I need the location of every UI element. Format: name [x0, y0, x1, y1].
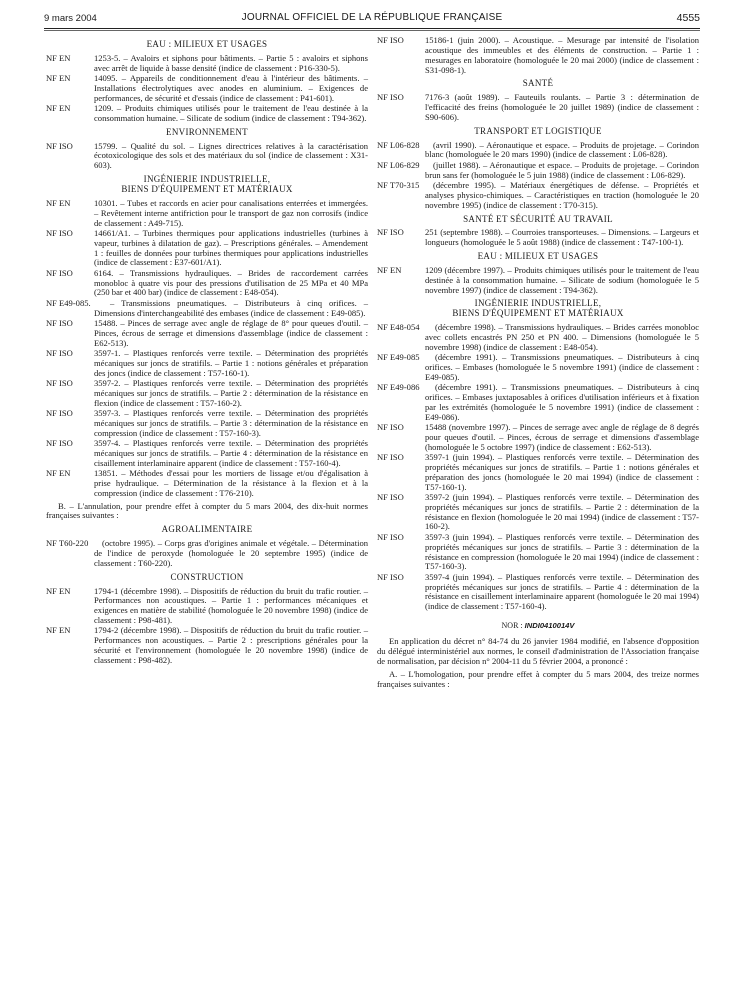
- norm-entry: [377, 266, 699, 296]
- norm-text: – Transmissions pneumatiques. – Distributeurs à cinq orifices. – Dimensions d'interchangeabilité des embases (indice de classement : E49-085).: [94, 297, 368, 318]
- norm-entry: [377, 161, 699, 181]
- norm-entry: [377, 36, 699, 75]
- norm-entry: [46, 319, 368, 349]
- norm-entry: [377, 353, 699, 383]
- norm-ref: NF ISO: [46, 347, 73, 358]
- norm-entry: [377, 533, 699, 572]
- norm-text: 14661/A1. – Turbines thermiques pour applications industrielles (turbines à vapeur, turbines à dilatation de gaz). – Prescriptions générales. – Amendement 1 : feuilles de données pour turbines thermiques pour applications industrielles (indice de classement : E37-601/A1).: [94, 227, 368, 268]
- norm-entry: [377, 383, 699, 422]
- norm-ref: NF ISO: [377, 491, 404, 502]
- norm-entry: [377, 573, 699, 612]
- norm-text: 15488 (novembre 1997). – Pinces de serrage avec angle de réglage de 8 degrés pour queues d'outil. – Pinces, écrous de serrage et dimensions d'assemblage (homologuée le 5 octobre 1997) (indice de classement : E62-513).: [425, 422, 699, 452]
- norm-text: 15488. – Pinces de serrage avec angle de réglage de 8° pour queues d'outil. – Pinces, écrous de serrage et dimensions d'assemblage (indice de classement : E62-513).: [94, 317, 368, 348]
- norm-text: 3597-4 (juin 1994). – Plastiques renforcés verre textile. – Détermination des propriétés mécaniques sur joncs de stratifils. – Partie 4 : détermination de la résistance en cisaillement interlaminaire apparent (homologuée le 20 mai 1994) (indice de classement : T57-160-4).: [425, 571, 699, 612]
- norm-ref: NF EN: [46, 103, 71, 114]
- norm-entry: [377, 453, 699, 492]
- nor-code: INDI0410014V: [524, 621, 575, 631]
- norm-text: 3597-1. – Plastiques renforcés verre textile. – Détermination des propriétés mécaniques sur joncs de stratifils. – Partie 1 : notions générales et préparation des joncs (indice de classement : T57-160-1).: [94, 347, 368, 378]
- journal-title: JOURNAL OFFICIEL DE LA RÉPUBLIQUE FRANÇAISE: [241, 12, 503, 23]
- norm-ref: NF E48-054: [377, 322, 420, 333]
- annulation-paragraph: B. – L'annulation, pour prendre effet à compter du 5 mars 2004, des dix-huit normes françaises suivantes :: [46, 500, 368, 521]
- norm-entry: [46, 439, 368, 469]
- norm-text: 15799. – Qualité du sol. – Lignes directrices relatives à la caractérisation écotoxicologique des sols et des matériaux du sol (indice de classement : X31-603).: [94, 140, 368, 171]
- section-heading-line: BIENS D'ÉQUIPEMENT ET MATÉRIAUX: [121, 183, 293, 194]
- norm-text: 7176-3 (août 1989). – Fauteuils roulants. – Partie 3 : détermination de l'efficacité des freins (homologuée le 20 juillet 1989) (indice de classement : S90-606).: [425, 92, 699, 122]
- norm-ref: NF ISO: [377, 227, 404, 238]
- section-heading: EAU : MILIEUX ET USAGES: [146, 39, 268, 49]
- norm-ref: NF EN: [46, 585, 71, 596]
- norm-entry: [46, 142, 368, 172]
- norm-text: 14095. – Appareils de conditionnement d'eau à l'intérieur des bâtiments. – Installations électrolytiques avec anodes en aluminium. – Exigences de performances, de sécurité et d'essais (indice de classement : P41-601).: [94, 73, 368, 103]
- section-heading: TRANSPORT ET LOGISTIQUE: [474, 125, 602, 136]
- norm-entry: [46, 54, 368, 74]
- norm-ref: NF ISO: [46, 438, 73, 449]
- nor-reference: [377, 621, 699, 631]
- norm-text: 1794-1 (décembre 1998). – Dispositifs de réduction du bruit du trafic routier. – Performances non acoustiques. – Partie 1 : performances mécaniques et exigences en matière de stabilité (homologuée le 20 novembre 1998) (indice de classement : P98-481).: [94, 585, 368, 626]
- norm-ref: NF ISO: [46, 408, 73, 419]
- page-header: [44, 10, 700, 28]
- norm-text: 3597-2. – Plastiques renforcés verre textile. – Détermination des propriétés mécaniques sur joncs de stratifils. – Partie 2 : détermination de la résistance en flexion (indice de classement : T57-160-2).: [94, 378, 368, 408]
- header-date: 9 mars 2004: [44, 13, 97, 24]
- norm-ref: NF ISO: [46, 317, 73, 328]
- norm-entry: [46, 409, 368, 439]
- norm-text: 6164. – Transmissions hydrauliques. – Brides de raccordement carrées monobloc à quatre vis pour des pressions d'utilisation de 25 MPa et 40 MPa (250 bar et 400 bar) (indice de classement : E48-054).: [94, 267, 368, 298]
- norm-ref: NF EN: [377, 264, 402, 275]
- norm-text: 10301. – Tubes et raccords en acier pour canalisations enterrées et immergées. – Revêtement interne antifriction pour le transport de gaz non corrosifs (indice de classement : A49-715).: [94, 197, 368, 228]
- norm-ref: NF L06-828: [377, 139, 420, 150]
- norm-text: 3597-3. – Plastiques renforcés verre textile. – Détermination des propriétés mécaniques sur joncs de stratifils. – Partie 3 : détermination de la résistance en compression (indice de classement : T57-160-3).: [94, 408, 368, 438]
- section-heading: SANTÉ: [522, 78, 554, 89]
- section-heading: CONSTRUCTION: [170, 571, 244, 582]
- norm-entry: [46, 74, 368, 104]
- page-number: 4555: [676, 12, 700, 24]
- norm-ref: NF T60-220: [46, 538, 89, 549]
- norm-text: (avril 1990). – Aéronautique et espace. – Produits de projetage. – Corindon blanc (homologuée le 20 mars 1990) (indice de classement : L06-828).: [425, 139, 699, 160]
- section-heading: [377, 299, 699, 319]
- norm-text: (octobre 1995). – Corps gras d'origines animale et végétale. – Détermination de l'indice de peroxyde (homologuée le 20 septembre 1995) (indice de classement : T60-220).: [94, 538, 368, 568]
- norm-ref: NF ISO: [377, 92, 404, 103]
- norm-entry: [46, 199, 368, 229]
- norm-entry: [46, 269, 368, 299]
- norm-entry: [46, 587, 368, 626]
- norm-ref: NF ISO: [377, 571, 404, 582]
- norm-entry: [46, 539, 368, 569]
- norm-ref: NF L06-829: [377, 159, 420, 170]
- section-heading: SANTÉ ET SÉCURITÉ AU TRAVAIL: [463, 213, 613, 224]
- norm-text: 3597-4. – Plastiques renforcés verre textile. – Détermination des propriétés mécaniques sur joncs de stratifils. – Partie 4 : détermination de la résistance en cisaillement interlaminaire apparent (indice de classement : T57-160-4).: [94, 438, 368, 468]
- norm-ref: NF EN: [46, 468, 71, 479]
- norm-ref: NF T70-315: [377, 179, 420, 190]
- section-heading-line: BIENS D'ÉQUIPEMENT ET MATÉRIAUX: [452, 308, 624, 319]
- norm-entry: [377, 141, 699, 161]
- norm-ref: NF EN: [46, 625, 71, 636]
- norm-text: 3597-1 (juin 1994). – Plastiques renforcés verre textile. – Détermination des propriétés mécaniques sur joncs de stratifils. – Partie 1 : notions générales et préparation des joncs (homologuée le 20 mai 1994) (indice de classement : T57-160-1).: [425, 452, 699, 492]
- norm-text: (décembre 1991). – Transmissions pneumatiques. – Distributeurs à cinq orifices. – Embases (homologuée le 5 novembre 1991) (indice de classement : E49-085).: [425, 352, 699, 382]
- norm-text: 1209 (décembre 1997). – Produits chimiques utilisés pour le traitement de l'eau destinée à la consommation humaine. – Silicate de sodium (homologuée le 5 novembre 1997) (indice de classement : T94-362).: [425, 264, 699, 295]
- norm-text: 251 (septembre 1988). – Courroies transporteuses. – Dimensions. – Largeurs et longueurs (homologuée le 5 août 1988) (indice de classement : T47-100-1).: [425, 227, 699, 248]
- norm-text: 13851. – Méthodes d'essai pour les mortiers de lissage et/ou d'égalisation à prise hydraulique. – Détermination de la résistance à la flexion et à la compression (indice de classement : T76-210).: [94, 468, 368, 498]
- norm-entry: [46, 299, 368, 319]
- header-rule-secondary: [44, 30, 700, 31]
- norm-entry: [377, 228, 699, 248]
- norm-entry: [46, 626, 368, 665]
- norm-ref: NF ISO: [46, 140, 73, 151]
- section-heading-line: INGÉNIERIE INDUSTRIELLE,: [143, 174, 271, 185]
- section-heading-line: INGÉNIERIE INDUSTRIELLE,: [474, 298, 602, 309]
- norm-ref: NF ISO: [46, 227, 73, 238]
- left-column: [46, 36, 368, 666]
- norm-ref: NF ISO: [377, 452, 404, 463]
- nor-label: NOR :: [501, 621, 523, 631]
- section-heading: [46, 175, 368, 195]
- norm-entry: [377, 493, 699, 532]
- norm-ref: NF ISO: [46, 267, 73, 278]
- norm-ref: NF ISO: [377, 35, 404, 45]
- right-column: [377, 36, 699, 694]
- norm-entry: [377, 323, 699, 353]
- norm-text: 1794-2 (décembre 1998). – Dispositifs de réduction du bruit du trafic routier. – Performances non acoustiques. – Partie 2 : prescriptions générales pour la sécurité et l'environnement (homologuée le 20 novembre 1998) (indice de classement : P98-482).: [94, 625, 368, 665]
- norm-ref: NF E49-085.: [46, 297, 91, 308]
- norm-text: 15186-1 (juin 2000). – Acoustique. – Mesurage par intensité de l'isolation acoustique des immeubles et des éléments de construction. – Partie 1 : mesurages en laboratoire (homologuée le 20 mai 2000) (indice de classement : S31-098-1).: [425, 35, 699, 75]
- decision-paragraph: En application du décret n° 84-74 du 26 janvier 1984 modifié, en l'absence d'opposition du délégué interministériel aux normes, le conseil d'administration de l'Association française de normalisation, par décision n° 2004-11 du 5 février 2004, a prononcé :: [377, 635, 699, 666]
- norm-ref: NF EN: [46, 52, 71, 63]
- norm-text: (décembre 1995). – Matériaux énergétiques de défense. – Propriétés et analyses physico-chimiques. – Caractéristiques en traction (homologuée le 20 novembre 1995) (indice de classement : T70-315).: [425, 179, 699, 210]
- norm-text: 1209. – Produits chimiques utilisés pour le traitement de l'eau destinée à la consommation humaine. – Silicate de sodium (indice de classement : T94-362).: [94, 103, 368, 123]
- norm-entry: [46, 104, 368, 124]
- norm-entry: [377, 181, 699, 211]
- norm-ref: NF E49-085: [377, 352, 420, 363]
- norm-entry: [377, 93, 699, 123]
- norm-text: 3597-3 (juin 1994). – Plastiques renforcés verre textile. – Détermination des propriétés mécaniques sur joncs de stratifils. – Partie 3 : détermination de la résistance en compression (homologuée le 20 mai 1994) (indice de classement : T57-160-3).: [425, 531, 699, 572]
- norm-entry: [46, 379, 368, 409]
- norm-entry: [377, 423, 699, 453]
- norm-entry: [46, 469, 368, 499]
- norm-entry: [46, 229, 368, 268]
- norm-ref: NF E49-086: [377, 382, 420, 393]
- section-heading: ENVIRONNEMENT: [166, 126, 248, 137]
- norm-ref: NF ISO: [46, 378, 73, 388]
- norm-text: 3597-2 (juin 1994). – Plastiques renforcés verre textile. – Détermination des propriétés mécaniques sur joncs de stratifils. – Partie 2 : détermination de la résistance en flexion (homologuée le 20 mai 1994) (indice de classement : T57-160-2).: [425, 491, 699, 532]
- norm-ref: NF EN: [46, 197, 71, 208]
- norm-ref: NF ISO: [377, 422, 404, 433]
- norm-text: (décembre 1998). – Transmissions hydrauliques. – Brides carrées monobloc avec collets encastrés PN 250 et PN 400. – Dimensions (homologuée le 5 novembre 1998) (indice de classement : E48-054).: [425, 322, 699, 352]
- norm-ref: NF EN: [46, 73, 71, 84]
- norm-text: (décembre 1991). – Transmissions pneumatiques. – Distributeurs à cinq orifices. – Embases juxtaposables à orifices d'utilisation inférieurs et à fixation par les extrémités (homologuée le 5 novembre 1991) (indice de classement : E49-086).: [425, 382, 699, 422]
- norm-ref: NF ISO: [377, 531, 404, 542]
- norm-entry: [46, 349, 368, 379]
- norm-text: (juillet 1988). – Aéronautique et espace. – Produits de projetage. – Corindon brun sans fer (homologuée le 5 juin 1988) (indice de classement : L06-829).: [425, 159, 699, 180]
- section-heading: AGROALIMENTAIRE: [161, 524, 253, 535]
- homologation-paragraph: A. – L'homologation, pour prendre effet à compter du 5 mars 2004, des treize normes françaises suivantes :: [377, 669, 699, 690]
- header-rule: [44, 28, 700, 29]
- norm-text: 1253-5. – Avaloirs et siphons pour bâtiments. – Partie 5 : avaloirs et siphons avec arrêt de liquide à basse densité (indice de classement : P16-330-5).: [94, 52, 368, 73]
- section-heading: EAU : MILIEUX ET USAGES: [477, 251, 599, 262]
